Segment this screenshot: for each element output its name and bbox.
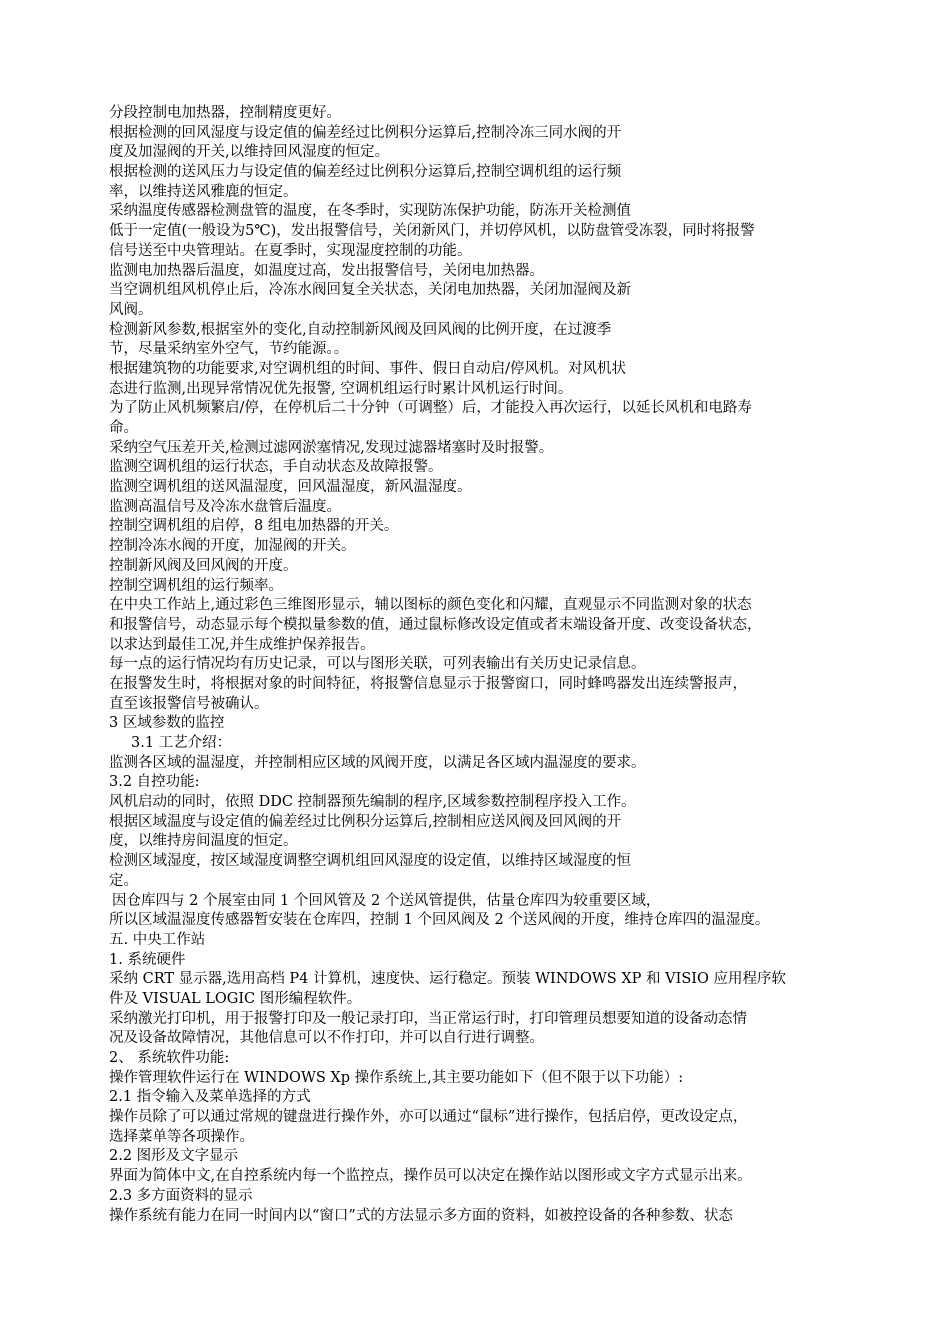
paragraph-line: 控制空调机组的运行频率。 [109,577,283,594]
paragraph-line: 所以区域温湿度传感器暂安装在仓库四，控制 1 个回风阀及 2 个送风阀的开度，维持仓库四的温湿度。 [109,912,770,929]
paragraph-line: 控制空调机组的启停，8 组电加热器的开关。 [109,518,399,535]
subsection-heading: 2.1 指令输入及菜单选择的方式 [109,1089,311,1106]
paragraph-line: 根据区域温度与设定值的偏差经过比例积分运算后,控制相应送风阀及回风阀的开 [109,813,622,830]
paragraph-line: 采纳空气压差开关,检测过滤网淤塞情况,发现过滤器堵塞时及时报警。 [109,439,554,456]
subsection-heading: 3.1 工艺介绍： [131,735,232,751]
paragraph-line: 信号送至中央管理站。在夏季时，实现湿度控制的功能。 [109,242,472,259]
paragraph-line: 监测电加热器后温度，如温度过高，发出报警信号，关闭电加热器。 [109,262,544,279]
paragraph-line: 在报警发生时，将根据对象的时间特征，将报警信息显示于报警窗口，同时蜂鸣器发出连续警报声， [109,675,747,692]
paragraph-line: 监测各区域的温湿度，并控制相应区域的风阀开度，以满足各区域内温湿度的要求。 [109,754,646,771]
paragraph-line: 为了防止风机频繁启/停，在停机后二十分钟（可调整）后，才能投入再次运行，以延长风机和电路寿 [109,400,752,417]
paragraph-line: 监测高温信号及冷冻水盘管后温度。 [109,498,341,515]
paragraph-line: 控制新风阀及回风阀的开度。 [109,557,298,574]
paragraph-line: 命。 [109,420,138,436]
paragraph-line: 风阀。 [109,301,153,318]
paragraph-line: 在中央工作站上,通过彩色三维图形显示，辅以图标的颜色变化和闪耀，直观显示不同监测对象的状态 [109,597,752,614]
paragraph-line: 采纳 CRT 显示器,选用高档 P4 计算机，速度快、运行稳定。预装 WINDOWS XP 和 VISIO 应用程序软 [109,971,786,988]
paragraph-line: 根据检测的送风压力与设定值的偏差经过比例积分运算后,控制空调机组的运行频 [109,164,622,181]
paragraph-line: 操作系统有能力在同一时间内以“窗口”式的方法显示多方面的资料，如被控设备的各种参数、状态 [109,1207,733,1224]
paragraph-line: 根据建筑物的功能要求,对空调机组的时间、事件、假日自动启/停风机。对风机状 [109,360,626,377]
paragraph-line: 因仓库四与 2 个展室由同 1 个回风管及 2 个送风管提供，估量仓库四为较重要区域， [112,892,661,909]
paragraph-line: 控制冷冻水阀的开度，加湿阀的开关。 [109,538,356,555]
paragraph-line: 检测区域湿度，按区域湿度调整空调机组回风湿度的设定值，以维持区域湿度的恒 [109,853,631,870]
paragraph-line: 度，以维持房间温度的恒定。 [109,833,298,850]
paragraph-line: 每一点的运行情况均有历史记录，可以与图形关联，可列表输出有关历史记录信息。 [109,656,646,673]
subsection-heading: 2.3 多方面资料的显示 [109,1187,253,1204]
paragraph-line: 选择菜单等各项操作。 [109,1128,254,1145]
paragraph-line: 根据检测的回风湿度与设定值的偏差经过比例积分运算后,控制冷冻三同水阀的开 [109,124,622,141]
paragraph-line: 检测新风参数,根据室外的变化,自动控制新风阀及回风阀的比例开度，在过渡季 [109,321,612,338]
paragraph-line: 节，尽量采纳室外空气，节约能源。。 [109,341,349,358]
paragraph-line: 监测空调机组的运行状态，手自动状态及故障报警。 [109,459,443,476]
paragraph-line: 采纳温度传感器检测盘管的温度，在冬季时，实现防冻保护功能，防冻开关检测值 [109,203,631,220]
paragraph-line: 采纳激光打印机，用于报警打印及一般记录打印，当正常运行时，打印管理员想要知道的设备动态情 [109,1010,747,1027]
paragraph-line: 操作员除了可以通过常规的键盘进行操作外，亦可以通过“鼠标”进行操作，包括启停，更改设定点， [109,1109,748,1126]
paragraph-line: 直至该报警信号被确认。 [109,695,269,712]
paragraph-line: 分段控制电加热器，控制精度更好。 [109,105,341,121]
paragraph-line: 态进行监测,出现异常情况优先报警, 空调机组运行时累计风机运行时间。 [109,380,573,397]
subsection-heading: 2.2 图形及文字显示 [109,1148,239,1165]
section-heading: 3 区域参数的监控 [109,715,225,732]
paragraph-line: 以求达到最佳工况,并生成维护保养报告。 [109,636,375,653]
paragraph-line: 况及设备故障情况，其他信息可以不作打印，并可以自行进行调整。 [109,1030,544,1047]
paragraph-line: 监测空调机组的送风温湿度，回风温湿度，新风温湿度。 [109,479,472,496]
paragraph-line: 风机启动的同时，依照 DDC 控制器预先编制的程序,区域参数控制程序投入工作。 [109,794,636,811]
paragraph-line: 和报警信号，动态显示每个模拟量参数的值，通过鼠标修改设定值或者末端设备开度、改变设备状态， [109,616,762,633]
paragraph-line: 度及加湿阀的开关,以维持回风湿度的恒定。 [109,144,390,161]
paragraph-line: 率，以维持送风雅鹿的恒定。 [109,183,298,200]
paragraph-line: 当空调机组风机停止后，冷冻水阀回复全关状态，关闭电加热器，关闭加湿阀及新 [109,282,631,299]
subsection-heading: 3.2 自控功能: [109,774,200,791]
paragraph-line: 操作管理软件运行在 WINDOWS Xp 操作系统上,其主要功能如下（但不限于以下功能）: [109,1069,684,1086]
paragraph-line: 件及 VISUAL LOGIC 图形编程软件。 [109,990,362,1007]
document-body [109,104,869,1226]
paragraph-line: 低于一定值(一般设为5℃)，发出报警信号，关闭新风门，并切停风机，以防盘管受冻裂，同时将报警 [109,223,755,240]
subsection-heading: 1. 系统硬件 [109,951,186,968]
paragraph-line: 界面为简体中文,在自控系统内每一个监控点，操作员可以决定在操作站以图形或文字方式显示出来。 [109,1168,752,1185]
section-heading: 五. 中央工作站 [109,931,206,948]
subsection-heading: 2、 系统软件功能: [109,1050,230,1066]
paragraph-line: 定。 [109,872,138,889]
